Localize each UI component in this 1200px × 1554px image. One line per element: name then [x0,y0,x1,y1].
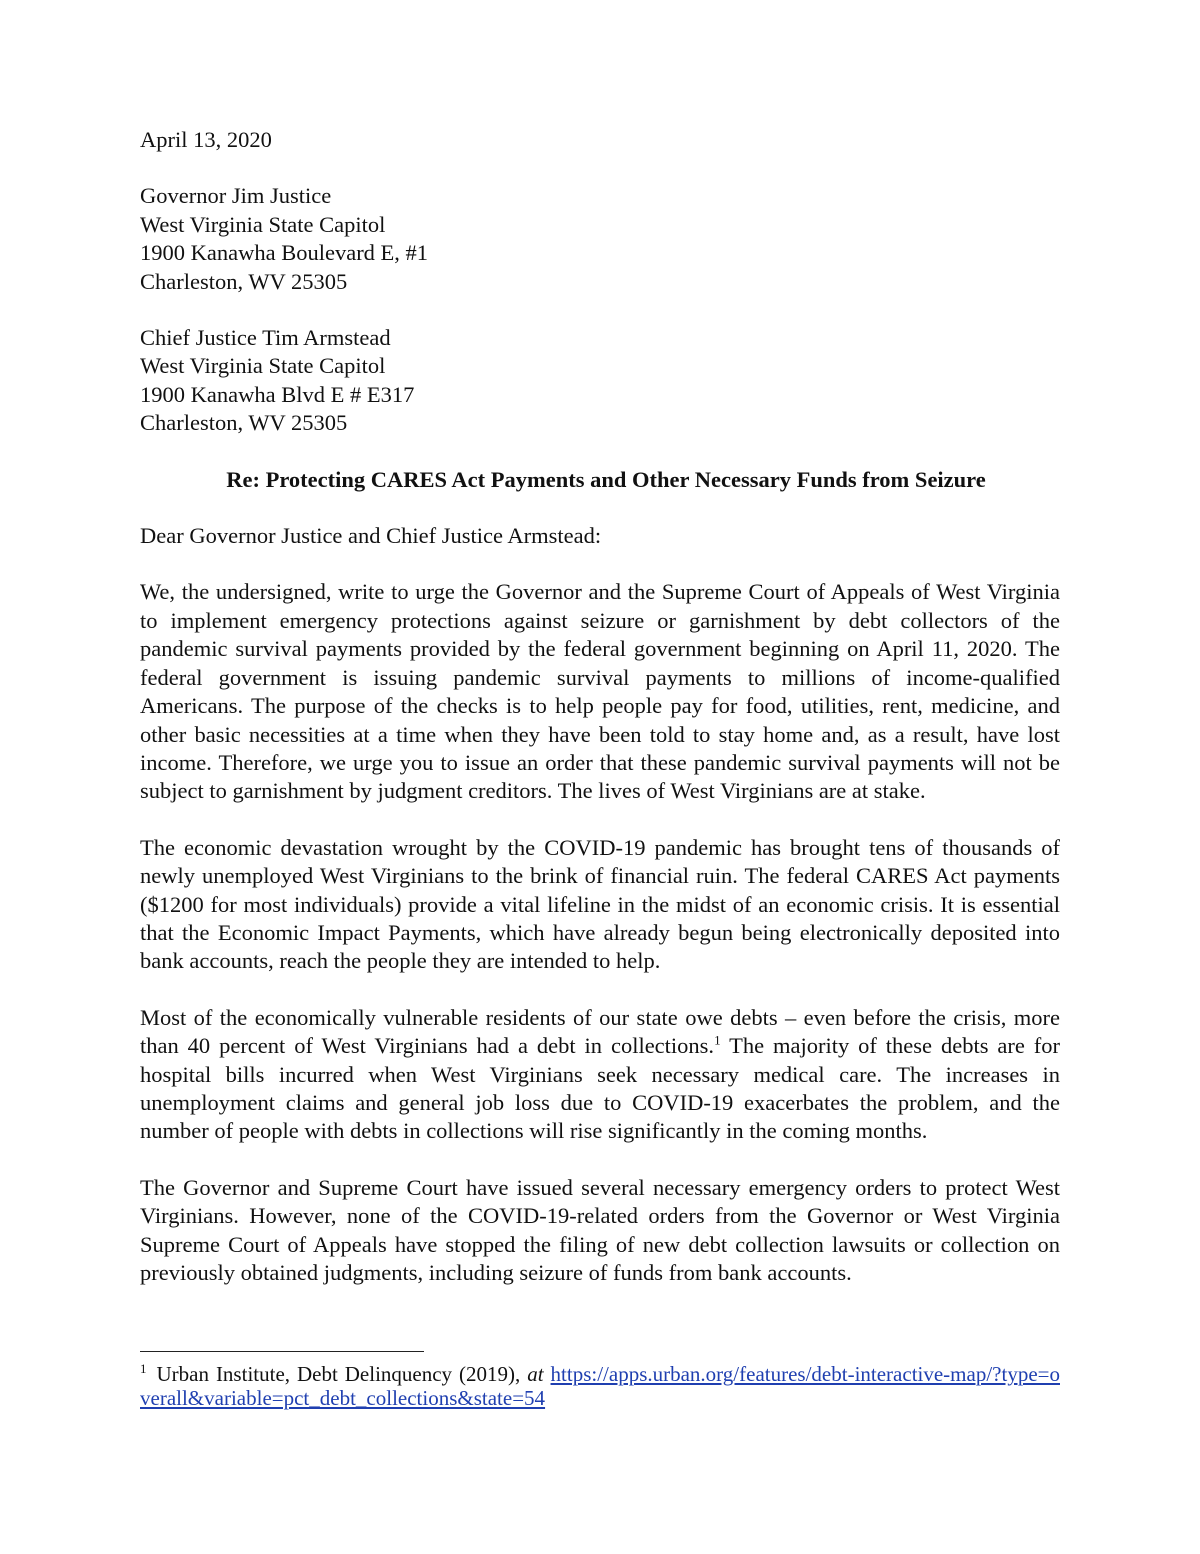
body-paragraph-1: We, the undersigned, write to urge the Governor and the Supreme Court of Appeals of West Virginia to implement emergency protections against seizure or garnishment by debt collectors of the pandemic survival payments provided by the federal government beginning on April 11, 2020. The federal government is issuing pandemic survival payments to millions of income-qualified Americans. The purpose of the checks is to help people pay for food, utilities, rent, medicine, and other basic necessities at a time when they have been told to stay home and, as a result, have lost income. Therefore, we urge you to issue an order that these pandemic survival payments will not be subject to garnishment by judgment creditors. The lives of West Virginians are at stake. [140,579,1060,804]
subject-line: Re: Protecting CARES Act Payments and Other Necessary Funds from Seizure [226,466,986,492]
letter-date: April 13, 2020 [140,127,272,152]
address-line: Governor Jim Justice [140,183,332,209]
recipient-address-governor [140,182,1060,296]
footnote-text: Urban Institute, Debt Delinquency (2019), [156,1362,528,1386]
address-line: Charleston, WV 25305 [140,268,348,294]
address-line: Charleston, WV 25305 [140,410,348,436]
salutation: Dear Governor Justice and Chief Justice Armstead: [140,523,602,549]
body-paragraph-3 [140,1004,1060,1146]
address-line: West Virginia State Capitol [140,353,386,379]
footnote-reference[interactable]: 1 [714,1032,721,1048]
footnote-italic: at [527,1362,544,1386]
address-line: Chief Justice Tim Armstead [140,325,391,351]
paragraph-text: Most of the economically vulnerable residents of our state owe debts – even before the crisis, more than 40 percent of West Virginians had a debt in collections. [140,1004,1060,1059]
address-line: 1900 Kanawha Blvd E # E317 [140,381,415,407]
address-line: 1900 Kanawha Boulevard E, #1 [140,240,429,266]
body-paragraph-2: The economic devastation wrought by the COVID-19 pandemic has brought tens of thousands of newly unemployed West Virginians to the brink of financial ruin. The federal CARES Act payments ($1200 for most individuals) provide a vital lifeline in the midst of an economic crisis. It is essential that the Economic Impact Payments, which have already begun being electronically deposited into bank accounts, reach the people they are intended to help. [140,834,1060,974]
address-line: West Virginia State Capitol [140,211,386,237]
body-paragraph-4: The Governor and Supreme Court have issued several necessary emergency orders to protect West Virginians. However, none of the COVID-19-related orders from the Governor or West Virginia Supreme Court of Appeals have stopped the filing of new debt collection lawsuits or collection on previously obtained judgments, including seizure of funds from bank accounts. [140,1174,1060,1285]
footnote-divider [140,1351,424,1352]
footnote-link[interactable]: https://apps.urban.org/features/debt-interactive-map/?type=overall&variable=pct_debt_collections&state=54 [140,1362,1060,1410]
paragraph-text: The majority of these debts are for hospital bills incurred when West Virginians seek necessary medical care. The increases in unemployment claims and general job loss due to COVID-19 exacerbates the problem, and the number of people with debts in collections will rise significantly in the coming months. [140,1033,1060,1144]
letter-body [140,126,1060,1315]
recipient-address-chief-justice [140,324,1060,438]
footnote [140,1362,1060,1410]
footnote-marker: 1 [140,1361,147,1376]
